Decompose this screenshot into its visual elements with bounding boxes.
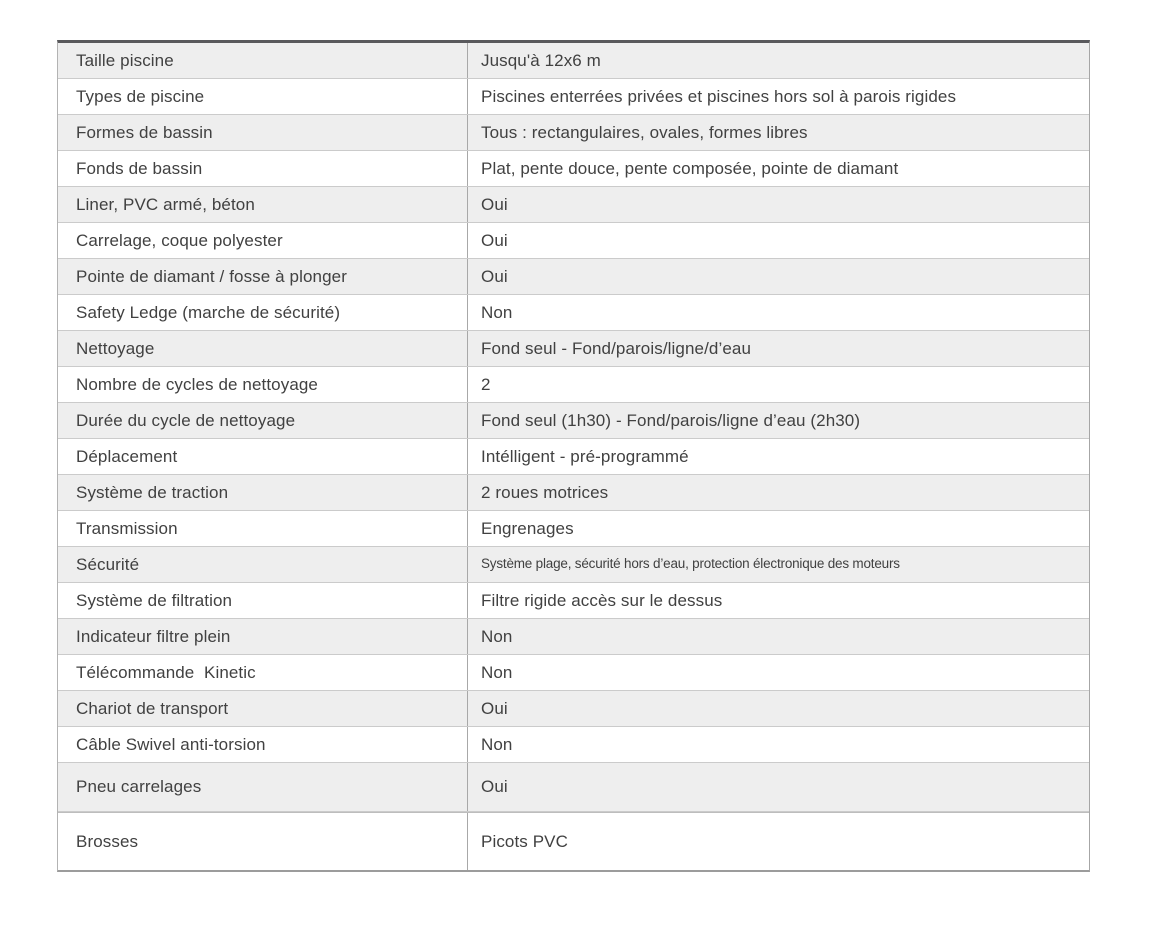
spec-value: Tous : rectangulaires, ovales, formes libres [481,122,808,142]
spec-label: Pneu carrelages [58,763,468,811]
spec-label: Câble Swivel anti-torsion [58,727,468,762]
spec-value: Oui [481,698,508,718]
spec-value: Jusqu'à 12x6 m [481,50,601,70]
spec-value: Filtre rigide accès sur le dessus [481,590,723,610]
table-row [58,619,1089,655]
table-row [58,259,1089,295]
spec-value: 2 roues motrices [481,482,609,502]
spec-value: Fond seul (1h30) - Fond/parois/ligne d’eau (2h30) [481,410,861,430]
spec-label: Nombre de cycles de nettoyage [58,367,468,402]
table-row [58,331,1089,367]
spec-label: Déplacement [58,439,468,474]
table-row [58,583,1089,619]
table-row [58,727,1089,763]
table-row [58,151,1089,187]
table-row [58,763,1089,812]
spec-value: Engrenages [481,518,574,538]
table-row [58,115,1089,151]
table-row [58,439,1089,475]
table-row [58,367,1089,403]
spec-label: Safety Ledge (marche de sécurité) [58,295,468,330]
spec-label: Brosses [58,813,468,870]
spec-value: Oui [481,777,508,797]
spec-label: Types de piscine [58,79,468,114]
spec-value: Intélligent - pré-programmé [481,446,689,466]
spec-label: Carrelage, coque polyester [58,223,468,258]
table-row [58,43,1089,79]
spec-value: Oui [481,194,508,214]
table-row [58,812,1089,870]
spec-label: Fonds de bassin [58,151,468,186]
table-row [58,295,1089,331]
table-row [58,187,1089,223]
spec-label: Taille piscine [58,43,468,78]
table-row [58,79,1089,115]
spec-value: Non [481,662,513,682]
spec-label: Système de traction [58,475,468,510]
spec-value: Système plage, sécurité hors d’eau, protection électronique des moteurs [481,556,900,572]
spec-label: Nettoyage [58,331,468,366]
spec-label: Télécommande Kinetic [58,655,468,690]
table-row [58,403,1089,439]
spec-label: Système de filtration [58,583,468,618]
spec-value: Piscines enterrées privées et piscines hors sol à parois rigides [481,86,957,106]
spec-value: Non [481,302,513,322]
spec-value: Fond seul - Fond/parois/ligne/d’eau [481,338,751,358]
spec-value: Non [481,734,513,754]
spec-value: Non [481,626,513,646]
spec-label: Pointe de diamant / fosse à plonger [58,259,468,294]
spec-label: Sécurité [58,547,468,582]
spec-value: Oui [481,230,508,250]
spec-label: Transmission [58,511,468,546]
spec-value: Oui [481,266,508,286]
table-row [58,223,1089,259]
spec-label: Liner, PVC armé, béton [58,187,468,222]
spec-value: Plat, pente douce, pente composée, pointe de diamant [481,158,899,178]
table-row [58,655,1089,691]
table-row [58,547,1089,583]
spec-value: 2 [481,374,491,394]
table-row [58,511,1089,547]
spec-value: Picots PVC [481,831,568,851]
table-row [58,475,1089,511]
spec-label: Indicateur filtre plein [58,619,468,654]
spec-label: Chariot de transport [58,691,468,726]
spec-label: Durée du cycle de nettoyage [58,403,468,438]
table-row [58,691,1089,727]
spec-table [57,40,1090,872]
spec-label: Formes de bassin [58,115,468,150]
